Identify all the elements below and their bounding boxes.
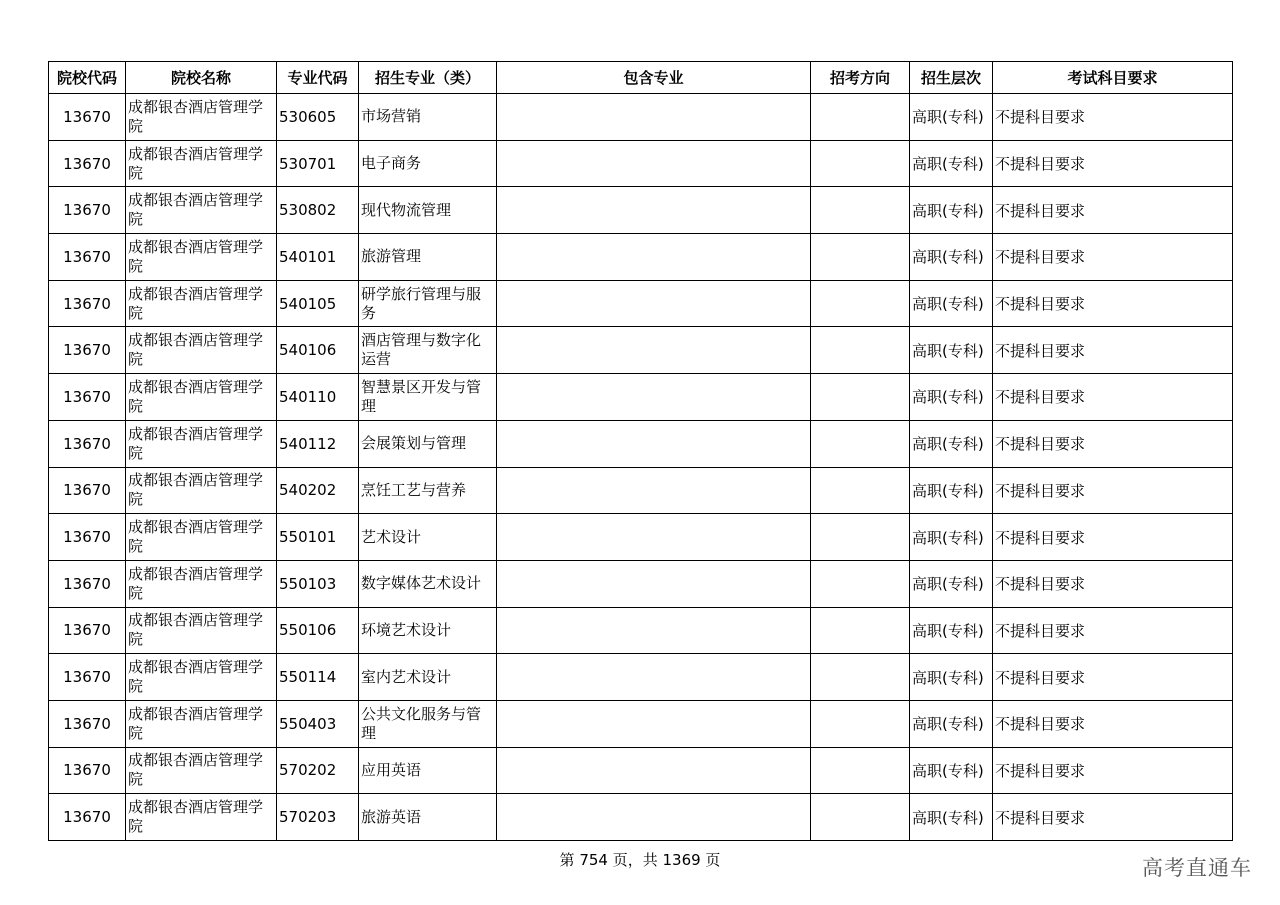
cell-level: 高职(专科) xyxy=(910,467,993,514)
cell-major: 现代物流管理 xyxy=(359,187,497,234)
cell-school-code: 13670 xyxy=(49,327,126,374)
cell-school-code: 13670 xyxy=(49,420,126,467)
cell-level: 高职(专科) xyxy=(910,280,993,327)
cell-major-code: 570202 xyxy=(277,747,359,794)
cell-requirement: 不提科目要求 xyxy=(993,514,1233,561)
table-row xyxy=(49,94,1233,141)
cell-included-majors xyxy=(497,140,811,187)
table-row xyxy=(49,140,1233,187)
cell-major-code: 550101 xyxy=(277,514,359,561)
cell-major: 室内艺术设计 xyxy=(359,654,497,701)
table-row xyxy=(49,560,1233,607)
cell-school-code: 13670 xyxy=(49,234,126,281)
cell-requirement: 不提科目要求 xyxy=(993,140,1233,187)
cell-major-code: 550114 xyxy=(277,654,359,701)
cell-included-majors xyxy=(497,280,811,327)
table-row xyxy=(49,374,1233,421)
cell-school-code: 13670 xyxy=(49,700,126,747)
cell-major-code: 530701 xyxy=(277,140,359,187)
cell-requirement: 不提科目要求 xyxy=(993,94,1233,141)
cell-school-name: 成都银杏酒店管理学院 xyxy=(126,607,277,654)
cell-major: 艺术设计 xyxy=(359,514,497,561)
table-row xyxy=(49,607,1233,654)
cell-level: 高职(专科) xyxy=(910,420,993,467)
cell-school-code: 13670 xyxy=(49,140,126,187)
cell-major-code: 540202 xyxy=(277,467,359,514)
cell-direction xyxy=(811,794,910,841)
cell-major: 旅游管理 xyxy=(359,234,497,281)
cell-direction xyxy=(811,140,910,187)
cell-requirement: 不提科目要求 xyxy=(993,234,1233,281)
cell-school-name: 成都银杏酒店管理学院 xyxy=(126,140,277,187)
cell-direction xyxy=(811,654,910,701)
cell-requirement: 不提科目要求 xyxy=(993,560,1233,607)
cell-included-majors xyxy=(497,467,811,514)
cell-school-code: 13670 xyxy=(49,794,126,841)
cell-major-code: 540105 xyxy=(277,280,359,327)
cell-included-majors xyxy=(497,187,811,234)
cell-major: 应用英语 xyxy=(359,747,497,794)
cell-requirement: 不提科目要求 xyxy=(993,467,1233,514)
cell-level: 高职(专科) xyxy=(910,560,993,607)
cell-level: 高职(专科) xyxy=(910,514,993,561)
watermark: 高考直通车 xyxy=(1142,856,1252,880)
cell-included-majors xyxy=(497,654,811,701)
cell-level: 高职(专科) xyxy=(910,700,993,747)
enrollment-table xyxy=(48,61,1233,841)
cell-level: 高职(专科) xyxy=(910,187,993,234)
cell-major-code: 530605 xyxy=(277,94,359,141)
cell-direction xyxy=(811,280,910,327)
cell-requirement: 不提科目要求 xyxy=(993,747,1233,794)
cell-included-majors xyxy=(497,327,811,374)
table-row xyxy=(49,700,1233,747)
cell-direction xyxy=(811,94,910,141)
cell-major: 电子商务 xyxy=(359,140,497,187)
cell-school-code: 13670 xyxy=(49,280,126,327)
cell-requirement: 不提科目要求 xyxy=(993,794,1233,841)
cell-major-code: 570203 xyxy=(277,794,359,841)
cell-school-name: 成都银杏酒店管理学院 xyxy=(126,514,277,561)
cell-major: 会展策划与管理 xyxy=(359,420,497,467)
cell-included-majors xyxy=(497,700,811,747)
cell-included-majors xyxy=(497,607,811,654)
cell-school-code: 13670 xyxy=(49,514,126,561)
cell-direction xyxy=(811,700,910,747)
cell-school-code: 13670 xyxy=(49,374,126,421)
cell-requirement: 不提科目要求 xyxy=(993,187,1233,234)
cell-major: 烹饪工艺与营养 xyxy=(359,467,497,514)
table-row xyxy=(49,420,1233,467)
cell-major: 酒店管理与数字化运营 xyxy=(359,327,497,374)
header-major: 招生专业（类） xyxy=(359,62,497,94)
cell-school-code: 13670 xyxy=(49,607,126,654)
cell-direction xyxy=(811,234,910,281)
cell-direction xyxy=(811,747,910,794)
cell-level: 高职(专科) xyxy=(910,94,993,141)
cell-school-code: 13670 xyxy=(49,467,126,514)
cell-included-majors xyxy=(497,747,811,794)
table-row xyxy=(49,654,1233,701)
cell-direction xyxy=(811,607,910,654)
cell-school-code: 13670 xyxy=(49,747,126,794)
cell-major: 市场营销 xyxy=(359,94,497,141)
cell-major-code: 540112 xyxy=(277,420,359,467)
cell-direction xyxy=(811,560,910,607)
cell-included-majors xyxy=(497,794,811,841)
table-row xyxy=(49,747,1233,794)
cell-major: 智慧景区开发与管理 xyxy=(359,374,497,421)
header-major-code: 专业代码 xyxy=(277,62,359,94)
cell-school-code: 13670 xyxy=(49,94,126,141)
cell-direction xyxy=(811,187,910,234)
header-direction: 招考方向 xyxy=(811,62,910,94)
cell-major: 数字媒体艺术设计 xyxy=(359,560,497,607)
cell-major: 公共文化服务与管理 xyxy=(359,700,497,747)
cell-included-majors xyxy=(497,234,811,281)
cell-school-name: 成都银杏酒店管理学院 xyxy=(126,234,277,281)
cell-school-name: 成都银杏酒店管理学院 xyxy=(126,747,277,794)
cell-requirement: 不提科目要求 xyxy=(993,420,1233,467)
table-row xyxy=(49,187,1233,234)
cell-direction xyxy=(811,420,910,467)
cell-school-name: 成都银杏酒店管理学院 xyxy=(126,94,277,141)
cell-included-majors xyxy=(497,420,811,467)
cell-direction xyxy=(811,374,910,421)
cell-major-code: 540106 xyxy=(277,327,359,374)
cell-school-name: 成都银杏酒店管理学院 xyxy=(126,280,277,327)
cell-requirement: 不提科目要求 xyxy=(993,654,1233,701)
cell-school-name: 成都银杏酒店管理学院 xyxy=(126,794,277,841)
cell-direction xyxy=(811,327,910,374)
cell-major-code: 540110 xyxy=(277,374,359,421)
cell-direction xyxy=(811,467,910,514)
cell-requirement: 不提科目要求 xyxy=(993,374,1233,421)
table-row xyxy=(49,467,1233,514)
cell-requirement: 不提科目要求 xyxy=(993,280,1233,327)
cell-included-majors xyxy=(497,560,811,607)
header-school-code: 院校代码 xyxy=(49,62,126,94)
cell-included-majors xyxy=(497,374,811,421)
cell-requirement: 不提科目要求 xyxy=(993,327,1233,374)
cell-direction xyxy=(811,514,910,561)
cell-major-code: 550106 xyxy=(277,607,359,654)
cell-school-name: 成都银杏酒店管理学院 xyxy=(126,700,277,747)
cell-school-code: 13670 xyxy=(49,654,126,701)
cell-level: 高职(专科) xyxy=(910,794,993,841)
header-school-name: 院校名称 xyxy=(126,62,277,94)
table-row xyxy=(49,794,1233,841)
cell-level: 高职(专科) xyxy=(910,234,993,281)
cell-school-name: 成都银杏酒店管理学院 xyxy=(126,467,277,514)
header-row xyxy=(49,62,1233,94)
cell-level: 高职(专科) xyxy=(910,374,993,421)
table-row xyxy=(49,280,1233,327)
cell-school-name: 成都银杏酒店管理学院 xyxy=(126,327,277,374)
table-row xyxy=(49,327,1233,374)
header-level: 招生层次 xyxy=(910,62,993,94)
cell-major-code: 550103 xyxy=(277,560,359,607)
cell-school-name: 成都银杏酒店管理学院 xyxy=(126,187,277,234)
table-row xyxy=(49,514,1233,561)
cell-major-code: 550403 xyxy=(277,700,359,747)
cell-level: 高职(专科) xyxy=(910,747,993,794)
header-requirement: 考试科目要求 xyxy=(993,62,1233,94)
cell-school-name: 成都银杏酒店管理学院 xyxy=(126,374,277,421)
cell-major: 研学旅行管理与服务 xyxy=(359,280,497,327)
cell-major-code: 530802 xyxy=(277,187,359,234)
cell-major: 旅游英语 xyxy=(359,794,497,841)
cell-level: 高职(专科) xyxy=(910,327,993,374)
cell-level: 高职(专科) xyxy=(910,140,993,187)
cell-requirement: 不提科目要求 xyxy=(993,700,1233,747)
cell-level: 高职(专科) xyxy=(910,654,993,701)
page-footer: 第 754 页，共 1369 页 xyxy=(559,851,721,869)
cell-school-name: 成都银杏酒店管理学院 xyxy=(126,560,277,607)
cell-level: 高职(专科) xyxy=(910,607,993,654)
cell-included-majors xyxy=(497,514,811,561)
cell-school-name: 成都银杏酒店管理学院 xyxy=(126,654,277,701)
cell-school-code: 13670 xyxy=(49,560,126,607)
cell-major: 环境艺术设计 xyxy=(359,607,497,654)
cell-school-code: 13670 xyxy=(49,187,126,234)
table-row xyxy=(49,234,1233,281)
cell-included-majors xyxy=(497,94,811,141)
cell-major-code: 540101 xyxy=(277,234,359,281)
cell-requirement: 不提科目要求 xyxy=(993,607,1233,654)
cell-school-name: 成都银杏酒店管理学院 xyxy=(126,420,277,467)
header-included-majors: 包含专业 xyxy=(497,62,811,94)
